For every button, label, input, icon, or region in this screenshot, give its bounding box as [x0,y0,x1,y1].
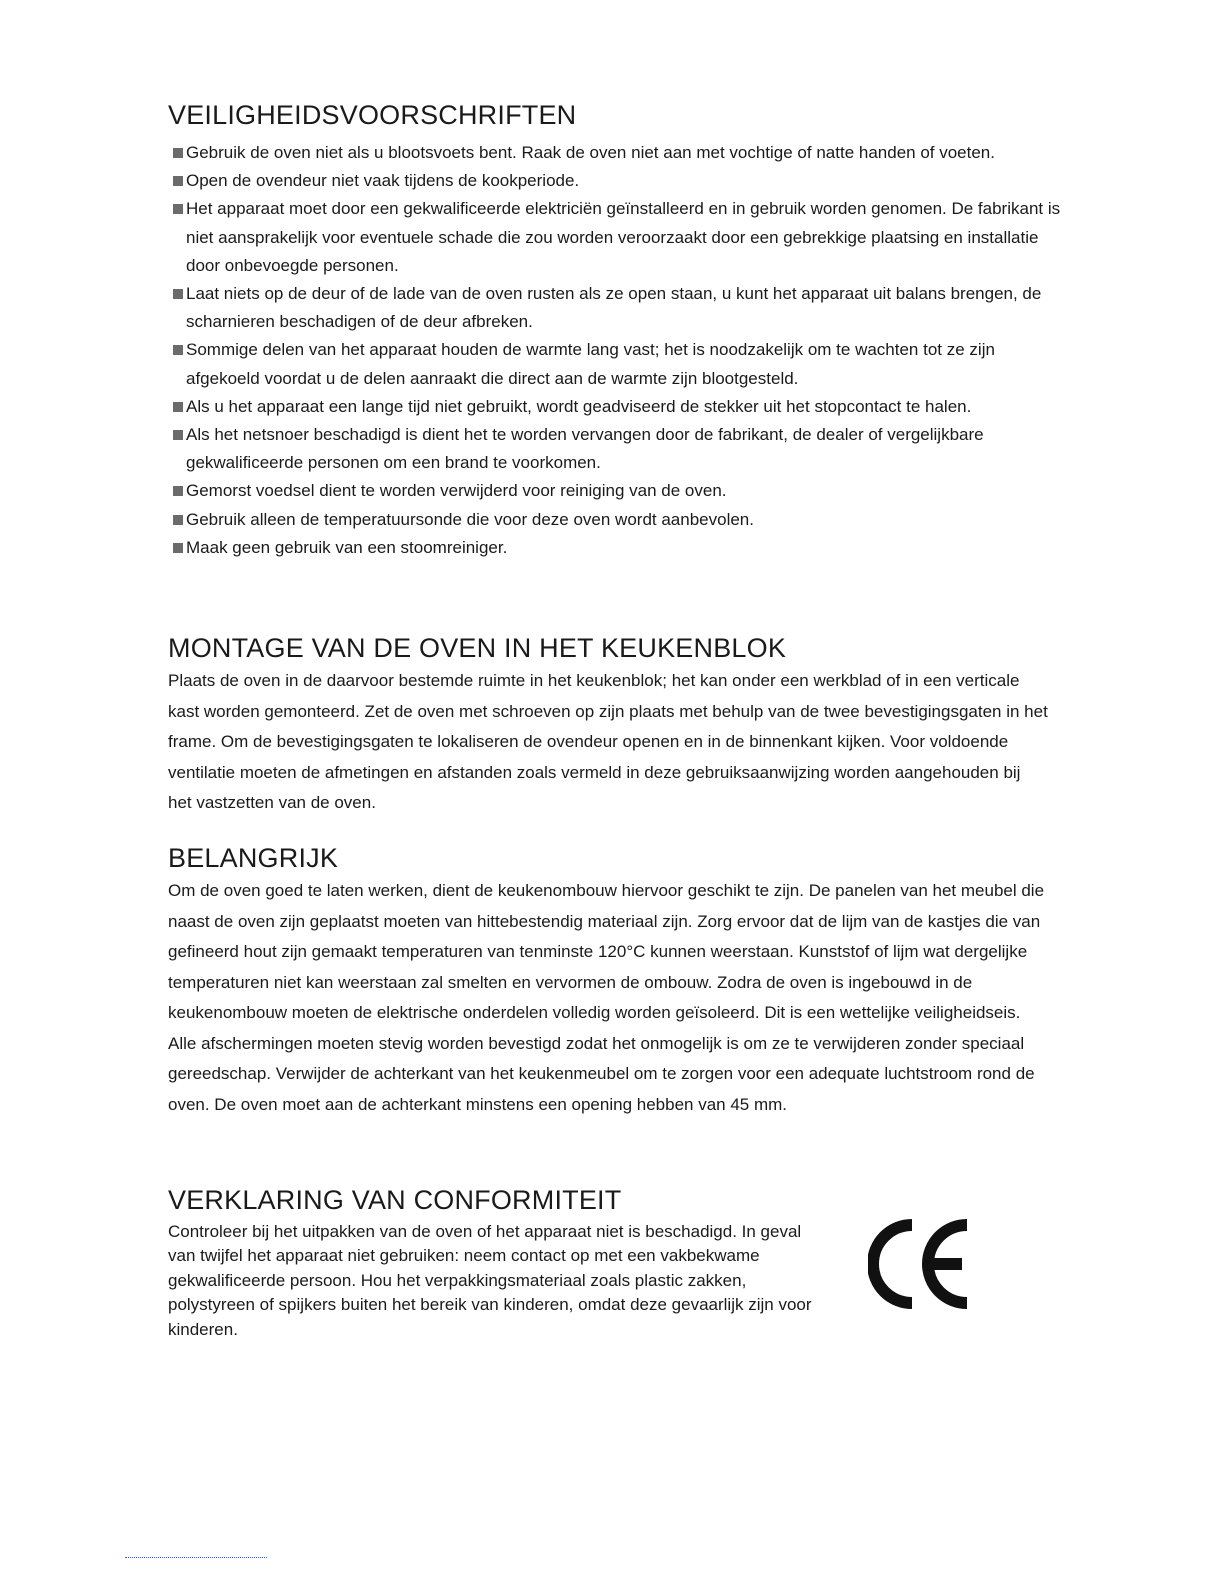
list-item: Als u het apparaat een lange tijd niet gebruikt, wordt geadviseerd de stekker uit het stopcontact te halen. [168,393,1068,421]
list-item: Als het netsnoer beschadigd is dient het te worden vervangen door de fabrikant, de dealer of vergelijkbare gekwalificeerde personen om een brand te voorkomen. [168,421,1068,477]
belangrijk-section [168,842,1048,1120]
list-item: Gebruik de oven niet als u blootsvoets bent. Raak de oven niet aan met vochtige of natte handen of voeten. [168,139,1068,167]
list-item: Het apparaat moet door een gekwalificeerde elektriciën geïnstalleerd en in gebruik worden genomen. De fabrikant is niet aansprakelijk voor eventuele schade die zou worden veroorzaakt door een gebrekkige plaatsing en installatie door onbevoegde personen. [168,195,1068,280]
safety-list [168,139,1068,562]
list-item: Gemorst voedsel dient te worden verwijderd voor reiniging van de oven. [168,477,1068,505]
conformiteit-paragraph: Controleer bij het uitpakken van de oven of het apparaat niet is beschadigd. In geval van twijfel het apparaat niet gebruiken: neem contact op met een vakbekwame gekwalificeerde persoon. Hou het verpakkingsmateriaal zoals plastic zakken, polystyreen of spijkers buiten het bereik van kinderen, omdat deze gevaarlijk zijn voor kinderen. [168,1222,812,1339]
square-bullet-icon [173,345,183,355]
list-item: Sommige delen van het apparaat houden de warmte lang vast; het is noodzakelijk om te wachten tot ze zijn afgekoeld voordat u de delen aanraakt die direct aan de warmte zijn blootgesteld. [168,336,1068,392]
list-item: Open de ovendeur niet vaak tijdens de kookperiode. [168,167,1068,195]
safety-heading: VEILIGHEIDSVOORSCHRIFTEN [168,100,577,130]
square-bullet-icon [173,176,183,186]
square-bullet-icon [173,402,183,412]
list-item: Laat niets op de deur of de lade van de oven rusten als ze open staan, u kunt het apparaat uit balans brengen, de scharnieren beschadigen of de deur afbreken. [168,280,1068,336]
conformiteit-heading: VERKLARING VAN CONFORMITEIT [168,1185,622,1215]
montage-paragraph: Plaats de oven in de daarvoor bestemde ruimte in het keukenblok; het kan onder een werkblad of in een verticale kast worden gemonteerd. Zet de oven met schroeven op zijn plaats met behulp van de twee bevestigingsgaten in het frame. Om de bevestigingsgaten te lokaliseren de ovendeur openen en in de binnenkant kijken. Voor voldoende ventilatie moeten de afmetingen en afstanden zoals vermeld in deze gebruiksaanwijzing worden aangehouden bij het vastzetten van de oven. [168,671,1048,812]
belangrijk-paragraph: Om de oven goed te laten werken, dient de keukenombouw hiervoor geschikt te zijn. De panelen van het meubel die naast de oven zijn geplaatst moeten van hittebestendig materiaal zijn. Zorg ervoor dat de lijm van de kastjes die van gefineerd hout zijn gemaakt temperaturen van tenminste 120°C kunnen weerstaan. Kunststof of lijm wat dergelijke temperaturen niet kan weerstaan zal smelten en vervormen de ombouw. Zodra de oven is ingebouwd in de keukenombouw moeten de elektrische onderdelen volledig worden geïsoleerd. Dit is een wettelijke veiligheidseis. Alle afschermingen moeten stevig worden bevestigd zodat het onmogelijk is om ze te verwijderen zonder speciaal gereedschap. Verwijder de achterkant van het keukenmeubel om te zorgen voor een adequate luchtstroom rond de oven. De oven moet aan de achterkant minstens een opening hebben van 45 mm. [168,881,1045,1114]
montage-section [168,632,1048,819]
montage-heading: MONTAGE VAN DE OVEN IN HET KEUKENBLOK [168,633,787,663]
safety-section [168,99,1068,562]
square-bullet-icon [173,543,183,553]
square-bullet-icon [173,515,183,525]
belangrijk-heading: BELANGRIJK [168,843,339,873]
square-bullet-icon [173,430,183,440]
page-underline-artifact [125,1557,267,1558]
square-bullet-icon [173,486,183,496]
square-bullet-icon [173,148,183,158]
list-item: Maak geen gebruik van een stoomreiniger. [168,534,1068,562]
list-item: Gebruik alleen de temperatuursonde die voor deze oven wordt aanbevolen. [168,506,1068,534]
ce-mark-icon [868,1219,970,1309]
square-bullet-icon [173,204,183,214]
square-bullet-icon [173,289,183,299]
